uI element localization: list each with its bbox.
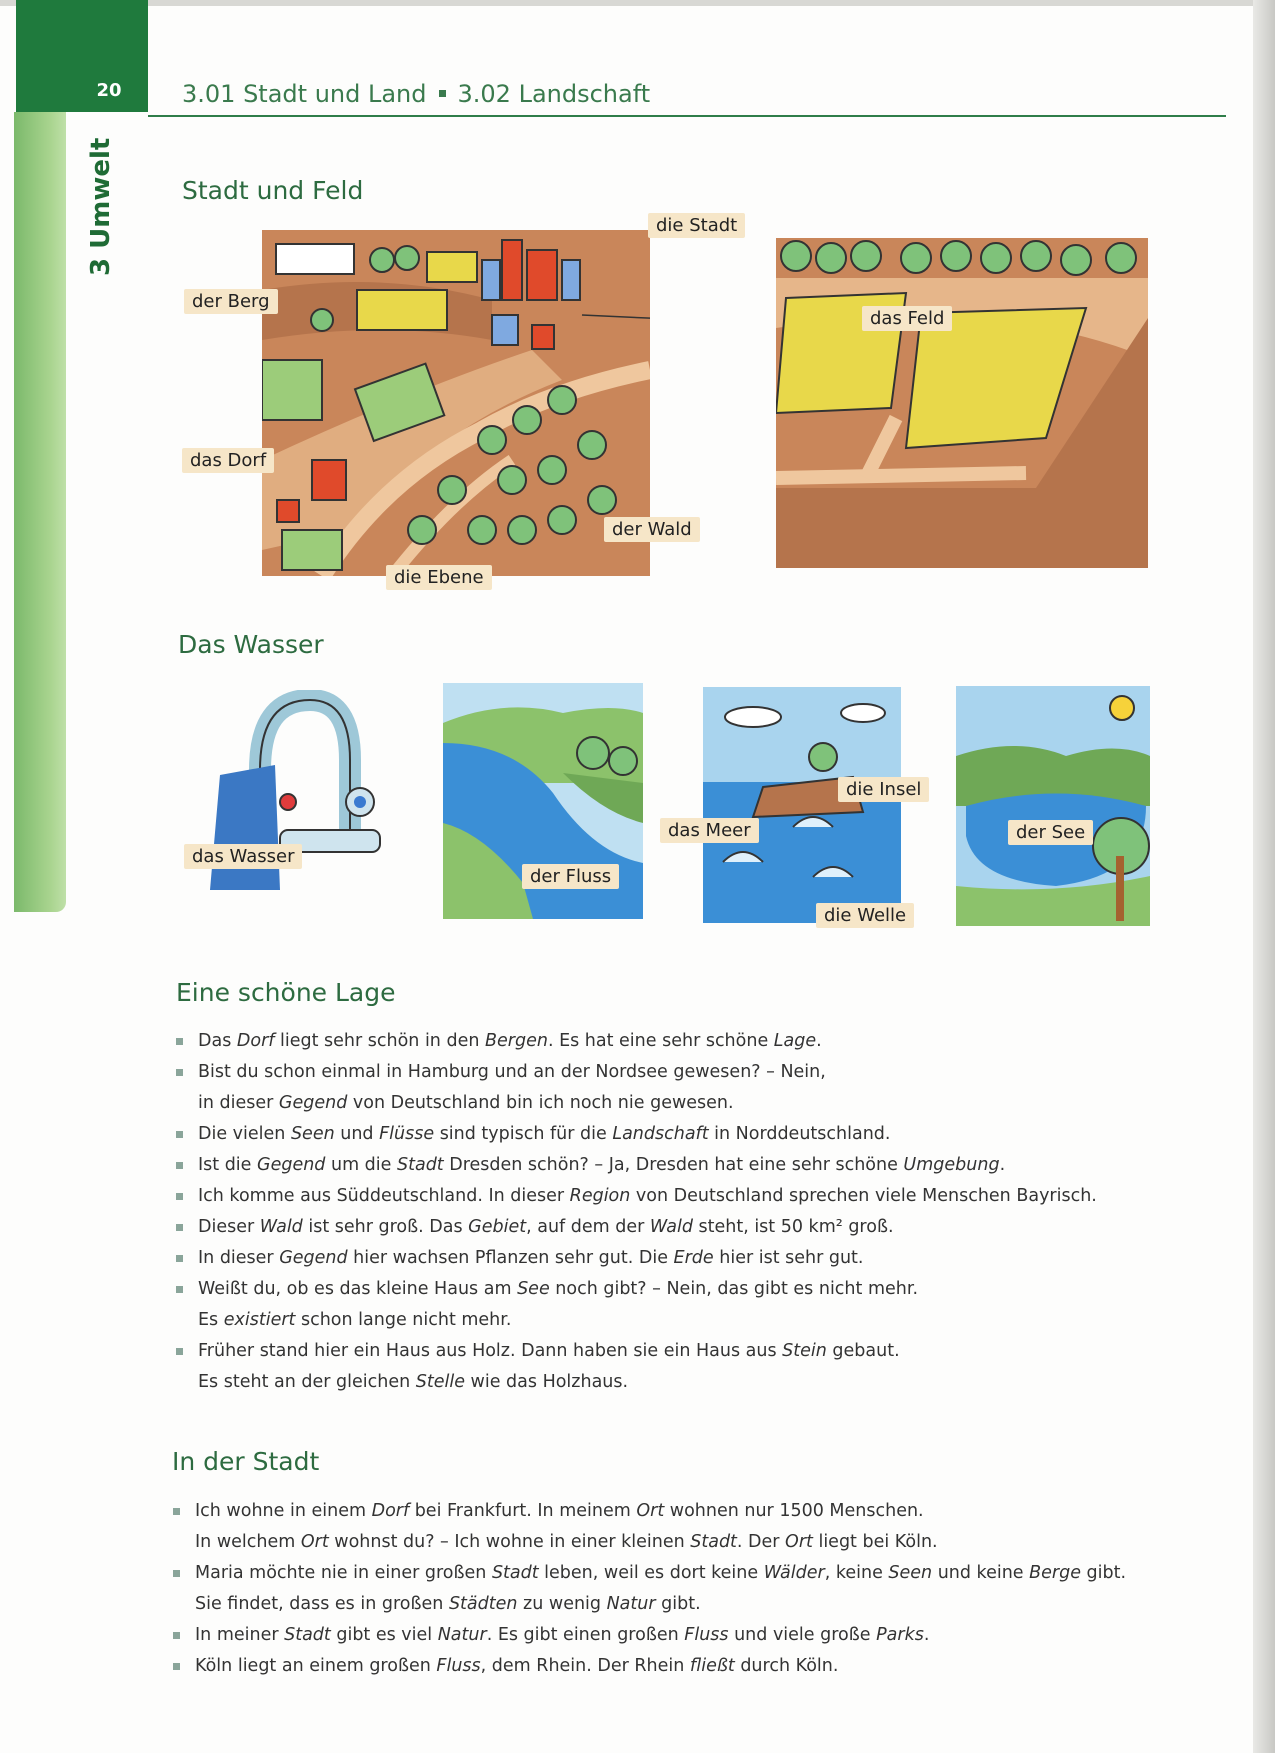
- vocabulary-word: Flüsse: [379, 1124, 435, 1144]
- sentence-text: . Der: [736, 1532, 786, 1552]
- vocabulary-word: Wälder: [763, 1563, 825, 1583]
- sentence-text: und keine: [932, 1563, 1030, 1583]
- sentence-text: , keine: [824, 1563, 889, 1583]
- sentence-text: Ich wohne in einem: [195, 1501, 372, 1521]
- label-das-feld: das Feld: [862, 306, 952, 331]
- sentence-text: Früher stand hier ein Haus aus Holz. Dann haben sie ein Haus aus: [198, 1341, 783, 1361]
- label-das-wasser: das Wasser: [184, 844, 302, 869]
- vocabulary-word: Fluss: [684, 1625, 729, 1645]
- list-item: [173, 1651, 1133, 1682]
- vocabulary-word: Gegend: [279, 1248, 348, 1268]
- list-item: [173, 1558, 1133, 1620]
- sentence-text: .: [923, 1625, 930, 1645]
- sentence-text: von Deutschland sprechen viele Menschen Bayrisch.: [630, 1186, 1097, 1206]
- label-das-meer: das Meer: [660, 818, 759, 843]
- sentence-text: noch gibt? – Nein, das gibt es nicht mehr.: [549, 1279, 919, 1299]
- sentence-text: um die: [325, 1155, 397, 1175]
- label-die-insel: die Insel: [838, 777, 929, 802]
- label-die-welle: die Welle: [816, 903, 914, 928]
- sentence-text: zu wenig: [517, 1594, 607, 1614]
- sea-illustration: [703, 687, 901, 923]
- sentence-text: wohnen nur 1500 Menschen.: [664, 1501, 924, 1521]
- vocabulary-word: Stelle: [415, 1372, 465, 1392]
- vocabulary-word: Städten: [448, 1594, 518, 1614]
- vocabulary-word: Stadt: [690, 1532, 737, 1552]
- sentence-text: Ist die: [198, 1155, 258, 1175]
- list-item: [173, 1496, 1133, 1558]
- list-item: [176, 1119, 1136, 1150]
- page-right-edge: [1253, 0, 1275, 1753]
- vocabulary-word: Gebiet: [468, 1217, 527, 1237]
- sentence-text: .: [999, 1155, 1006, 1175]
- running-header: [182, 80, 650, 108]
- vocabulary-word: Dorf: [236, 1031, 275, 1051]
- sentence-text: .: [816, 1031, 822, 1051]
- list-item: [176, 1057, 1136, 1119]
- vocabulary-word: Berge: [1029, 1563, 1081, 1583]
- sentence-text: in dieser: [198, 1093, 279, 1113]
- list-item: [176, 1181, 1136, 1212]
- vocabulary-word: Gegend: [257, 1155, 326, 1175]
- sentence-text: Ich komme aus Süddeutschland. In dieser: [198, 1186, 570, 1206]
- sentence-text: ist sehr groß. Das: [302, 1217, 469, 1237]
- sentence-text: liegt sehr schön in den: [274, 1031, 485, 1051]
- vocabulary-word: Parks: [876, 1625, 924, 1645]
- list-item: [176, 1243, 1136, 1274]
- section-title-a: 3.01 Stadt und Land: [182, 80, 427, 108]
- vocabulary-word: Ort: [785, 1532, 813, 1552]
- vocabulary-word: Natur: [606, 1594, 656, 1614]
- sentence-text: In welchem: [195, 1532, 301, 1552]
- vocabulary-word: Fluss: [436, 1656, 481, 1676]
- vocabulary-word: Umgebung: [903, 1155, 1000, 1175]
- vocabulary-word: Wald: [259, 1217, 303, 1237]
- vocabulary-word: See: [517, 1279, 550, 1299]
- list-item: [176, 1150, 1136, 1181]
- list-item: [176, 1336, 1136, 1398]
- sentence-text: gebaut.: [826, 1341, 900, 1361]
- label-der-fluss: der Fluss: [522, 864, 619, 889]
- sentence-text: gibt es viel: [330, 1625, 438, 1645]
- vocabulary-word: Landschaft: [612, 1124, 709, 1144]
- sentence-text: , dem Rhein. Der Rhein: [480, 1656, 690, 1676]
- vocabulary-word: Bergen: [485, 1031, 548, 1051]
- vocabulary-word: Stadt: [284, 1625, 331, 1645]
- vocabulary-word: Gegend: [278, 1093, 348, 1113]
- sentence-text: gibt.: [1080, 1563, 1127, 1583]
- sentence-text: hier ist sehr gut.: [713, 1248, 864, 1268]
- vocabulary-word: Stein: [782, 1341, 827, 1361]
- vocabulary-word: Dorf: [371, 1501, 410, 1521]
- vocabulary-word: Ort: [636, 1501, 665, 1521]
- label-der-see: der See: [1008, 820, 1093, 845]
- vocabulary-word: Stadt: [491, 1563, 539, 1583]
- sentence-text: durch Köln.: [734, 1656, 839, 1676]
- sentence-text: bei Frankfurt. In meinem: [409, 1501, 637, 1521]
- sentence-text: Es: [198, 1310, 224, 1330]
- sentence-text: leben, weil es dort keine: [538, 1563, 764, 1583]
- section-heading-das-wasser: Das Wasser: [178, 630, 324, 659]
- sentence-text: und: [334, 1124, 380, 1144]
- sentence-text: in Norddeutschland.: [708, 1124, 891, 1144]
- vocabulary-word: Seen: [888, 1563, 933, 1583]
- label-der-berg: der Berg: [184, 289, 278, 314]
- sentence-list-lage: [176, 1026, 1136, 1398]
- vocabulary-word: Erde: [673, 1248, 714, 1268]
- sentence-text: schon lange nicht mehr.: [295, 1310, 512, 1330]
- label-die-stadt: die Stadt: [648, 213, 745, 238]
- sentence-text: hier wachsen Pflanzen sehr gut. Die: [347, 1248, 674, 1268]
- label-der-wald: der Wald: [604, 517, 700, 542]
- list-item: [176, 1212, 1136, 1243]
- sentence-text: gibt.: [655, 1594, 701, 1614]
- sentence-text: von Deutschland bin ich noch nie gewesen.: [347, 1093, 734, 1113]
- bullet-separator-icon: [439, 90, 446, 97]
- sentence-text: Dresden schön? – Ja, Dresden hat eine sehr schöne: [443, 1155, 904, 1175]
- sentence-text: , auf dem der: [526, 1217, 650, 1237]
- sentence-text: . Es hat eine sehr schöne: [547, 1031, 774, 1051]
- sentence-text: Maria möchte nie in einer großen: [195, 1563, 492, 1583]
- list-item: [176, 1274, 1136, 1336]
- label-die-ebene: die Ebene: [386, 565, 492, 590]
- sentence-text: steht, ist 50 km² groß.: [692, 1217, 894, 1237]
- sentence-text: sind typisch für die: [434, 1124, 613, 1144]
- page-top-edge: [0, 0, 1275, 6]
- vocabulary-word: existiert: [223, 1310, 296, 1330]
- section-heading-in-der-stadt: In der Stadt: [172, 1447, 320, 1476]
- chapter-label: 3 Umwelt: [86, 137, 116, 276]
- sentence-text: Weißt du, ob es das kleine Haus am: [198, 1279, 518, 1299]
- vocabulary-word: Region: [569, 1186, 631, 1206]
- page-number: 20: [96, 80, 122, 101]
- sentence-text: Sie findet, dass es in großen: [195, 1594, 449, 1614]
- sentence-text: wohnst du? – Ich wohne in einer kleinen: [328, 1532, 691, 1552]
- sentence-text: liegt bei Köln.: [812, 1532, 938, 1552]
- sentence-text: In meiner: [195, 1625, 285, 1645]
- vocabulary-word: Wald: [649, 1217, 693, 1237]
- sentence-text: . Es gibt einen großen: [486, 1625, 685, 1645]
- vocabulary-word: Seen: [290, 1124, 335, 1144]
- section-title-b: 3.02 Landschaft: [457, 80, 651, 108]
- field-illustration: [776, 238, 1148, 568]
- vocabulary-word: Ort: [300, 1532, 329, 1552]
- chapter-side-strip: [14, 112, 66, 912]
- vocabulary-word: Lage: [773, 1031, 817, 1051]
- section-heading-stadt-und-feld: Stadt und Feld: [182, 176, 364, 205]
- list-item: [173, 1620, 1133, 1651]
- sentence-text: Dieser: [198, 1217, 260, 1237]
- sentence-text: und viele große: [728, 1625, 877, 1645]
- lake-illustration: [956, 686, 1150, 926]
- sentence-text: Bist du schon einmal in Hamburg und an der Nordsee gewesen? – Nein,: [198, 1062, 826, 1082]
- sentence-text: Die vielen: [198, 1124, 291, 1144]
- header-rule: [148, 115, 1226, 117]
- vocabulary-word: Natur: [437, 1625, 487, 1645]
- list-item: [176, 1026, 1136, 1057]
- label-das-dorf: das Dorf: [182, 448, 274, 473]
- sentence-text: Köln liegt an einem großen: [195, 1656, 437, 1676]
- sentence-list-stadt: [173, 1496, 1133, 1682]
- landscape-illustration: [262, 230, 650, 576]
- section-heading-eine-schoene-lage: Eine schöne Lage: [176, 978, 396, 1007]
- vocabulary-word: fließt: [689, 1656, 735, 1676]
- sentence-text: wie das Holzhaus.: [464, 1372, 629, 1392]
- sentence-text: Das: [198, 1031, 237, 1051]
- sentence-text: Es steht an der gleichen: [198, 1372, 416, 1392]
- sentence-text: In dieser: [198, 1248, 280, 1268]
- vocabulary-word: Stadt: [397, 1155, 444, 1175]
